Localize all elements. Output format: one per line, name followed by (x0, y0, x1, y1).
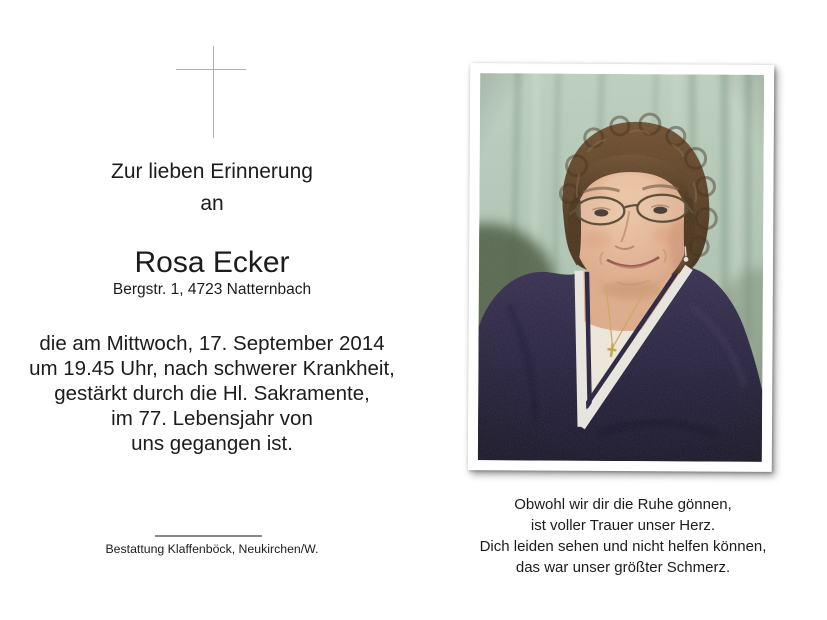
memorial-cross-icon (173, 42, 253, 142)
poem-line: das war unser größter Schmerz. (515, 559, 731, 576)
obituary-line: im 77. Lebensjahr von (111, 407, 313, 430)
obituary-line: um 19.45 Uhr, nach schwerer Krankheit, (29, 357, 395, 380)
poem-line: ist voller Trauer unser Herz. (530, 517, 716, 534)
funeral-home-name: Bestattung Klaffenböck, Neukirchen/W. (105, 542, 319, 556)
obituary-line: uns gegangen ist. (131, 432, 293, 455)
deceased-address: Bergstr. 1, 4723 Natternbach (112, 281, 312, 298)
memorial-header-line1: Zur lieben Erinnerung (111, 160, 313, 183)
obituary-line: gestärkt durch die Hl. Sakramente, (54, 382, 370, 405)
poem-text (455, 494, 791, 578)
deceased-name: Rosa Ecker (134, 246, 290, 279)
obituary-text (0, 331, 424, 456)
divider-line (155, 535, 262, 537)
memorial-header-line2: an (200, 192, 224, 215)
memorial-header (0, 156, 424, 220)
obituary-line: die am Mittwoch, 17. September 2014 (39, 332, 385, 355)
portrait-photo-frame (468, 63, 774, 472)
poem-line: Dich leiden sehen und nicht helfen können, (479, 538, 767, 555)
poem-line: Obwohl wir dir die Ruhe gönnen, (514, 496, 732, 513)
portrait-photo (478, 73, 764, 462)
